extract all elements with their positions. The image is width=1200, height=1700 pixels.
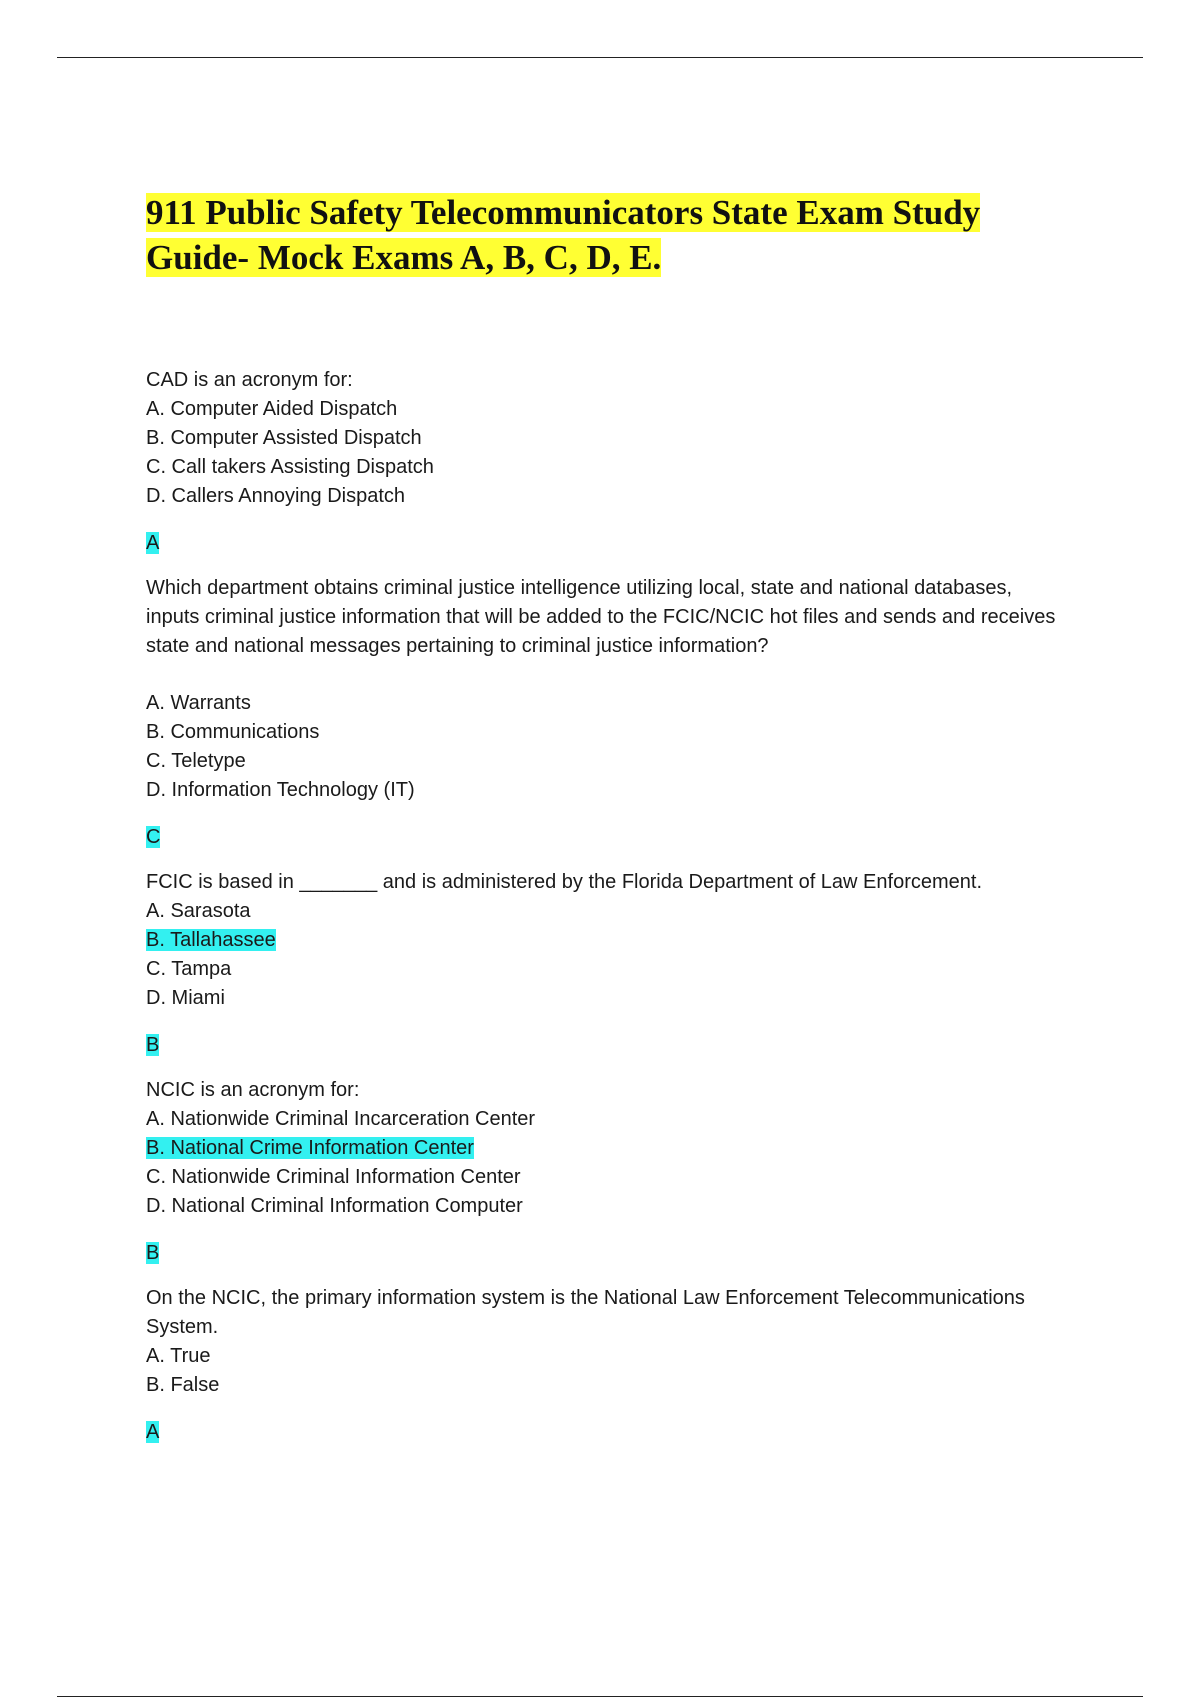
correct-answer: B (146, 1242, 160, 1264)
correct-answer: B (146, 1034, 160, 1056)
answer-option: C. Teletype (146, 750, 246, 772)
answer-option: A. Nationwide Criminal Incarceration Center (146, 1108, 536, 1130)
correct-answer: A (146, 532, 160, 554)
question-list (146, 366, 1066, 1463)
question-block (146, 868, 1066, 1060)
answer-option: A. Computer Aided Dispatch (146, 398, 398, 420)
answer-option: C. Tampa (146, 958, 232, 980)
correct-answer: C (146, 826, 161, 848)
question-prompt: On the NCIC, the primary information system is the National Law Enforcement Telecommunications System. (146, 1287, 1025, 1338)
answer-option: B. Communications (146, 721, 320, 743)
answer-option-highlighted: B. Tallahassee (146, 929, 276, 951)
answer-option: D. Callers Annoying Dispatch (146, 485, 406, 507)
question-prompt: FCIC is based in _______ and is administered by the Florida Department of Law Enforcement. (146, 871, 982, 893)
question-block (146, 574, 1066, 852)
answer-option: A. Warrants (146, 692, 251, 714)
header-rule (57, 57, 1143, 58)
question-prompt: NCIC is an acronym for: (146, 1079, 360, 1101)
footer-rule (57, 1696, 1143, 1697)
answer-option: C. Call takers Assisting Dispatch (146, 456, 434, 478)
title-line-1: 911 Public Safety Telecommunicators State Exam Study (146, 193, 981, 232)
answer-option: D. Miami (146, 987, 225, 1009)
question-block (146, 366, 1066, 558)
correct-answer: A (146, 1421, 160, 1443)
answer-option: A. Sarasota (146, 900, 251, 922)
question-prompt: CAD is an acronym for: (146, 369, 353, 391)
question-prompt: Which department obtains criminal justice intelligence utilizing local, state and national databases, inputs criminal justice information that will be added to the FCIC/NCIC hot files and sends and receives state and national messages pertaining to criminal justice information? (146, 577, 1056, 657)
answer-option: B. False (146, 1374, 220, 1396)
answer-option: B. Computer Assisted Dispatch (146, 427, 422, 449)
answer-option: D. National Criminal Information Computer (146, 1195, 523, 1217)
question-block (146, 1076, 1066, 1268)
document-title (146, 190, 1066, 280)
answer-option: D. Information Technology (IT) (146, 779, 415, 801)
answer-option: A. True (146, 1345, 211, 1367)
question-block (146, 1284, 1066, 1447)
answer-option: C. Nationwide Criminal Information Center (146, 1166, 521, 1188)
title-line-2: Guide- Mock Exams A, B, C, D, E. (146, 238, 662, 277)
answer-option-highlighted: B. National Crime Information Center (146, 1137, 474, 1159)
